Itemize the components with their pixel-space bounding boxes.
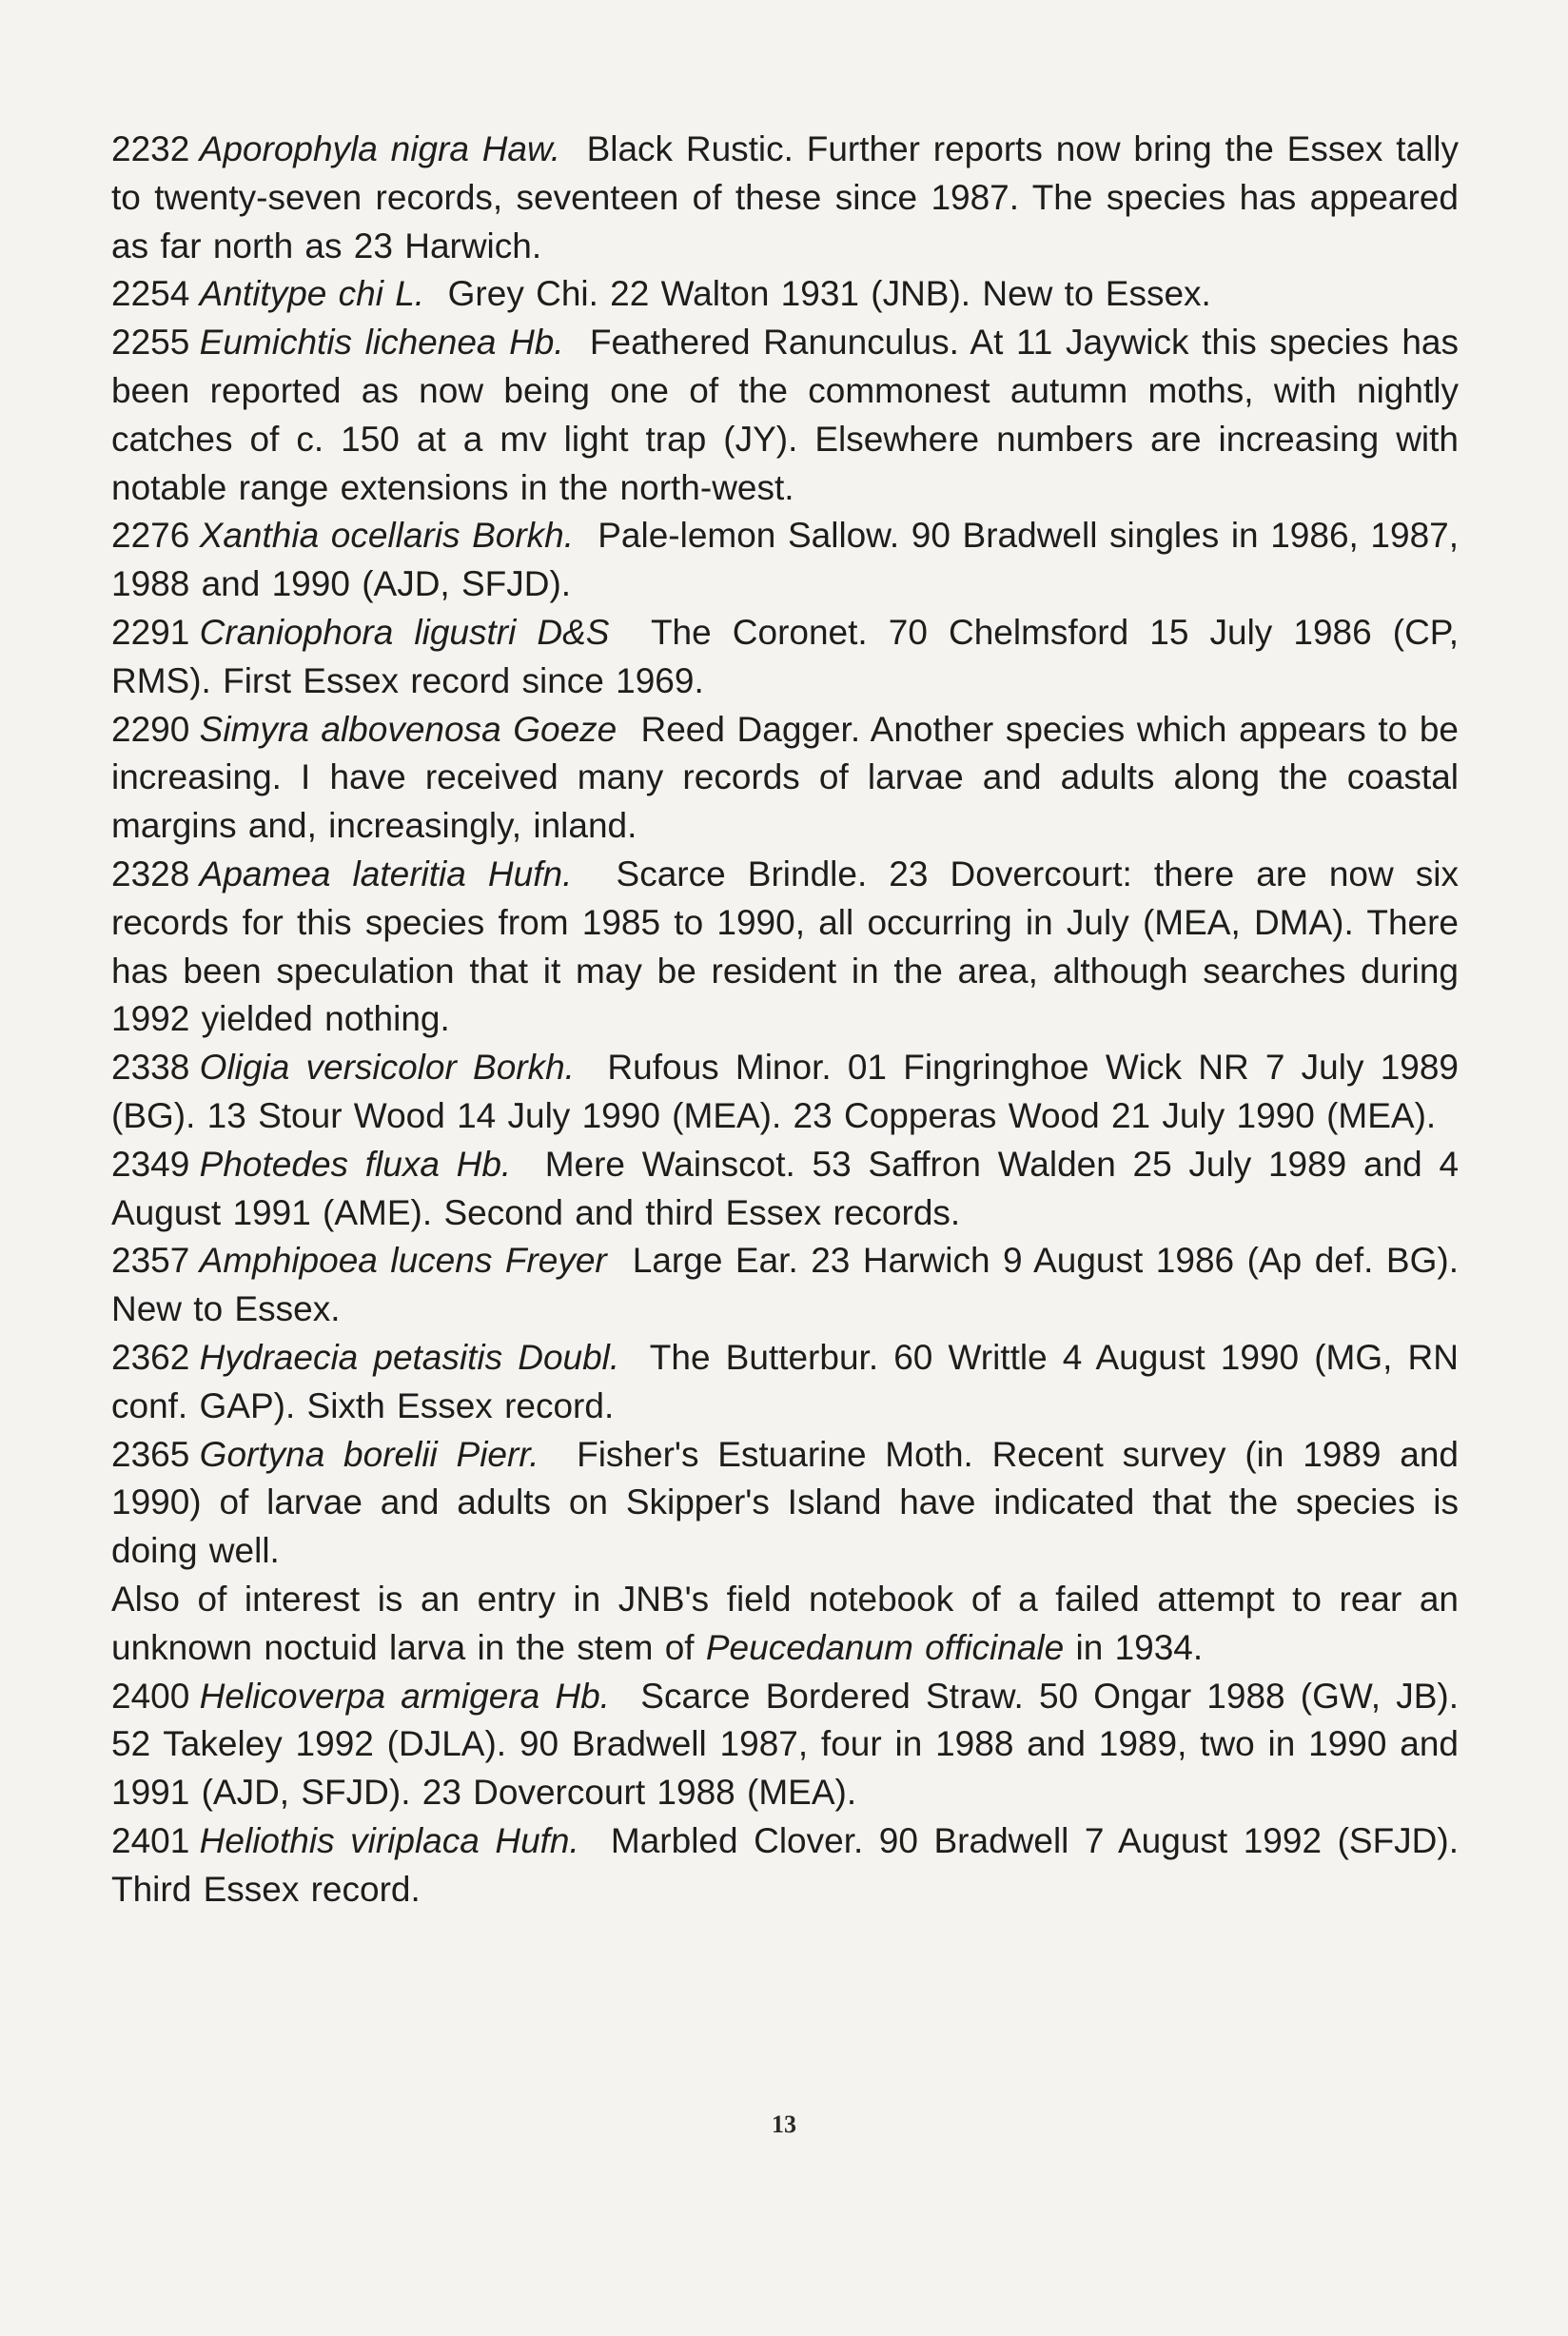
entry-number: 2338: [111, 1048, 190, 1088]
scientific-name: Xanthia ocellaris Borkh.: [199, 516, 575, 556]
scientific-name: Oligia versicolor Borkh.: [199, 1048, 575, 1088]
entry-number: 2400: [111, 1676, 190, 1716]
species-entry: [111, 851, 1459, 1044]
entry-text: Scarce Bordered Straw. 50 Ongar 1988 (GW, JB). 52 Takeley 1992 (DJLA). 90 Bradwell 1987, four in 1988 and 1989, two in 1990 and 1991 (AJD, SFJD). 23 Dovercourt 1988 (MEA).: [111, 1676, 1459, 1813]
scientific-name: Gortyna borelii Pierr.: [199, 1434, 539, 1474]
entry-number: 2365: [111, 1434, 190, 1474]
entry-text: Scarce Brindle. 23 Dovercourt: there are now six records for this species from 1985 to 1990, all occurring in July (MEA, DMA). There has been speculation that it may be resident in the area, although searches during 1992 yielded nothing.: [111, 854, 1459, 1039]
entry-number: 2328: [111, 854, 190, 893]
species-entry: [111, 512, 1459, 609]
entry-number: 2357: [111, 1241, 190, 1281]
note-text-after: in 1934.: [1075, 1627, 1204, 1667]
note-scientific-name: Peucedanum officinale: [705, 1627, 1065, 1667]
species-entry: [111, 1237, 1459, 1334]
entry-number: 2349: [111, 1144, 190, 1184]
entry-number: 2232: [111, 129, 190, 168]
entry-number: 2290: [111, 709, 190, 749]
species-entry: [111, 1334, 1459, 1431]
scientific-name: Simyra albovenosa Goeze: [199, 709, 617, 749]
page-number: 13: [772, 2110, 796, 2138]
entry-text: Fisher's Estuarine Moth. Recent survey (in 1989 and 1990) of larvae and adults on Skipper's Island have indicated that the species is doing well.: [111, 1434, 1460, 1571]
entry-text: Black Rustic. Further reports now bring the Essex tally to twenty-seven records, seventeen of these since 1987. The species has appeared as far north as 23 Harwich.: [111, 129, 1460, 265]
entry-number: 2276: [111, 516, 190, 556]
species-entry: [111, 1431, 1459, 1576]
entry-number: 2254: [111, 274, 190, 314]
species-entry: [111, 270, 1459, 319]
entry-text: Rufous Minor. 01 Fingringhoe Wick NR 7 July 1989 (BG). 13 Stour Wood 14 July 1990 (MEA). 23 Copperas Wood 21 July 1990 (MEA).: [111, 1048, 1460, 1135]
scientific-name: Antitype chi L.: [199, 274, 425, 314]
species-entry: [111, 706, 1459, 851]
scientific-name: Apamea lateritia Hufn.: [199, 854, 573, 893]
species-entry: [111, 1044, 1459, 1141]
entry-text: Marbled Clover. 90 Bradwell 7 August 1992 (SFJD). Third Essex record.: [111, 1820, 1460, 1909]
scientific-name: Amphipoea lucens Freyer: [199, 1241, 607, 1281]
entry-text: Feathered Ranunculus. At 11 Jaywick this species has been reported as now being one of the commonest autumn moths, with nightly catches of c. 150 at a mv light trap (JY). Elsewhere numbers are increasing with notable range extensions in the north-west.: [111, 323, 1460, 507]
entry-text: Mere Wainscot. 53 Saffron Walden 25 July 1989 and 4 August 1991 (AME). Second and third Essex records.: [111, 1144, 1460, 1232]
scientific-name: Helicoverpa armigera Hb.: [199, 1676, 610, 1716]
notebook-note: [111, 1576, 1459, 1673]
species-entry: [111, 609, 1459, 706]
scientific-name: Hydraecia petasitis Doubl.: [199, 1337, 620, 1377]
entry-text: Pale-lemon Sallow. 90 Bradwell singles in 1986, 1987, 1988 and 1990 (AJD, SFJD).: [111, 516, 1459, 604]
entry-number: 2362: [111, 1337, 190, 1377]
entry-number: 2401: [111, 1820, 190, 1860]
entry-text: The Coronet. 70 Chelmsford 15 July 1986 (CP, RMS). First Essex record since 1969.: [111, 612, 1459, 700]
scientific-name: Heliothis viriplaca Hufn.: [199, 1820, 579, 1860]
scientific-name: Aporophyla nigra Haw.: [199, 129, 560, 168]
body-text: [111, 126, 1459, 1914]
scientific-name: Eumichtis lichenea Hb.: [199, 323, 564, 363]
species-entry: [111, 1817, 1459, 1914]
entry-text: The Butterbur. 60 Writtle 4 August 1990 (MG, RN conf. GAP). Sixth Essex record.: [111, 1337, 1459, 1425]
scientific-name: Craniophora ligustri D&S: [199, 612, 610, 652]
entry-number: 2291: [111, 612, 190, 652]
entry-text: Large Ear. 23 Harwich 9 August 1986 (Ap def. BG). New to Essex.: [111, 1241, 1459, 1329]
entry-text: Reed Dagger. Another species which appears to be increasing. I have received many records of larvae and adults along the coastal margins and, increasingly, inland.: [111, 709, 1459, 846]
species-entry: [111, 1673, 1459, 1817]
entry-text: Grey Chi. 22 Walton 1931 (JNB). New to Essex.: [447, 274, 1211, 314]
entry-number: 2255: [111, 323, 190, 363]
note-text-before: Also of interest is an entry in JNB's field notebook of a failed attempt to rear an unknown noctuid larva in the stem of: [111, 1579, 1459, 1667]
species-entry: [111, 1141, 1459, 1238]
scientific-name: Photedes fluxa Hb.: [199, 1144, 512, 1184]
species-entry: [111, 126, 1459, 270]
species-entry: [111, 319, 1459, 512]
